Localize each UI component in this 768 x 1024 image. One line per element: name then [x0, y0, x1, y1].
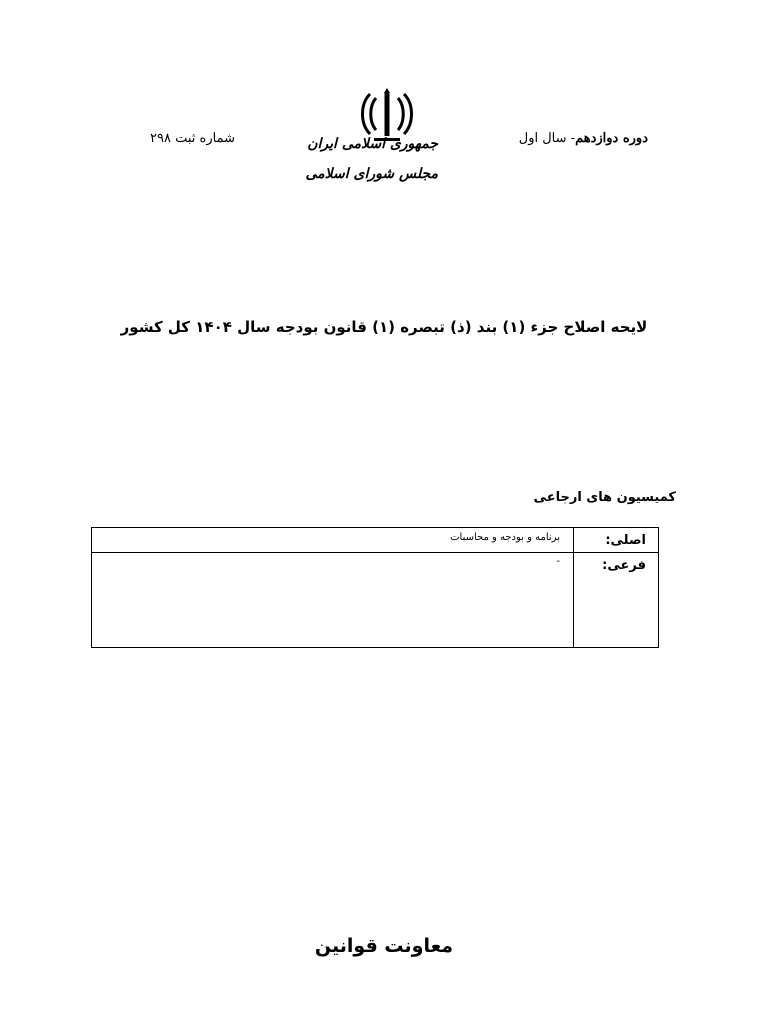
- registration-number: شماره ثبت ۲۹۸: [150, 131, 235, 146]
- term-year: - سال اول: [518, 131, 576, 146]
- term-number: دوره دوازدهم: [575, 131, 648, 146]
- main-commission-label: اصلی:: [605, 533, 646, 548]
- sub-commission-value: -: [556, 556, 560, 567]
- document-title: لایحه اصلاح جزء (۱) بند (ذ) تبصره (۱) قانون بودجه سال ۱۴۰۴ کل کشور: [120, 318, 648, 336]
- main-commission-value: برنامه و بودجه و محاسبات: [450, 532, 560, 543]
- footer-department: معاونت قوانین: [314, 935, 454, 957]
- commissions-table: [91, 527, 659, 648]
- sub-commission-label: فرعی:: [602, 558, 646, 573]
- parliament-term: [519, 131, 648, 146]
- table-column-divider: [573, 528, 574, 647]
- logo-text-parliament: مجلس شورای اسلامی: [305, 166, 438, 182]
- commissions-heading: کمیسیون های ارجاعی: [533, 490, 676, 505]
- logo-text-republic: جمهوری اسلامی ایران: [307, 136, 438, 152]
